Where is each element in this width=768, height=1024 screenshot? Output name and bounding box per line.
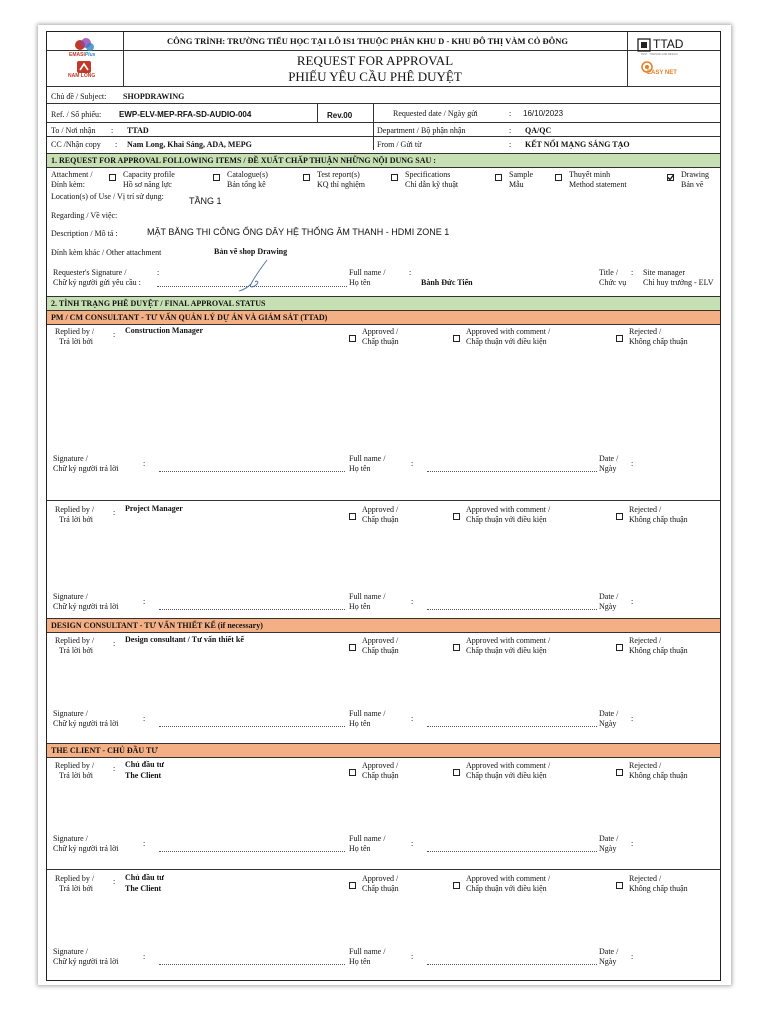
approved-with-comment-checkbox[interactable] bbox=[453, 335, 460, 342]
from-label: From / Gửi từ bbox=[377, 140, 422, 149]
date-label-vn: Ngày bbox=[599, 464, 617, 473]
date-label-vn: Ngày bbox=[599, 602, 617, 611]
ref-value: EWP-ELV-MEP-RFA-SD-AUDIO-004 bbox=[119, 110, 252, 119]
pm-consultant-header: PM / CM CONSULTANT - TƯ VẤN QUẢN LÝ DỰ ÁN VÀ GIÁM SÁT (TTAD) bbox=[47, 310, 720, 325]
requester-title-value-en: Site manager bbox=[643, 268, 685, 277]
ref-label: Ref. / Số phiếu bbox=[51, 110, 99, 119]
fullname-label-vn: Họ tên bbox=[349, 957, 371, 966]
description-value: MẶT BẰNG THI CÔNG ỐNG DÂY HỆ THỐNG ÂM THANH - HDMI ZONE 1 bbox=[147, 227, 450, 237]
attachment-label-en: Attachment / bbox=[51, 170, 93, 179]
description-label: Description / Mô tả : bbox=[51, 229, 118, 238]
requester-title-label-vn: Chức vụ bbox=[599, 278, 627, 287]
replied-by-label-en: Replied by / bbox=[55, 761, 95, 770]
test-report-checkbox[interactable] bbox=[303, 174, 310, 181]
fullname-line[interactable] bbox=[427, 609, 597, 610]
date-label-vn: Ngày bbox=[599, 719, 617, 728]
catalogue-checkbox[interactable] bbox=[213, 174, 220, 181]
fullname-line[interactable] bbox=[427, 964, 597, 965]
signature-label-en: Signature / bbox=[53, 834, 88, 843]
section1-title: 1. REQUEST FOR APPROVAL FOLLOWING ITEMS / ĐỀ XUẤT CHẤP THUẬN NHỮNG NỘI DUNG SAU : bbox=[51, 156, 436, 165]
approved-checkbox[interactable] bbox=[349, 335, 356, 342]
replied-by-value: Chủ đầu tư bbox=[125, 873, 165, 882]
requester-title-label-en: Title / bbox=[599, 268, 619, 277]
to-value: TTAD bbox=[127, 126, 149, 135]
namlong-logo-text: NAM LONG bbox=[68, 73, 96, 79]
approved-checkbox[interactable] bbox=[349, 513, 356, 520]
project-name: CÔNG TRÌNH: TRƯỜNG TIỂU HỌC TẠI LÔ IS1 THUỘC PHÂN KHU D - KHU ĐÔ THỊ VÀM CỎ ĐÔNG bbox=[167, 36, 568, 46]
replied-by-label-en: Replied by / bbox=[55, 505, 95, 514]
other-attachment-value: Bản vẽ shop Drawing bbox=[214, 247, 288, 256]
checkmark-icon bbox=[667, 174, 674, 181]
rejected-checkbox[interactable] bbox=[616, 769, 623, 776]
signature-label-en: Signature / bbox=[53, 709, 88, 718]
drawing-checkbox[interactable] bbox=[667, 174, 674, 181]
date-label-en: Date / bbox=[599, 709, 619, 718]
to-label: To / Nơi nhận bbox=[51, 126, 96, 135]
date-label-en: Date / bbox=[599, 592, 619, 601]
replied-by-label-vn: Trả lời bởi bbox=[59, 771, 93, 780]
signature-label-vn: Chữ ký người trả lời bbox=[53, 719, 119, 728]
signature-label-vn: Chữ ký người trả lời bbox=[53, 602, 119, 611]
signature-line[interactable] bbox=[159, 964, 345, 965]
signature-label-en: Signature / bbox=[53, 592, 88, 601]
approved-with-comment-checkbox[interactable] bbox=[453, 513, 460, 520]
easynet-logo-text: EASY NET bbox=[647, 70, 677, 76]
section2-header bbox=[47, 296, 720, 311]
rejected-checkbox[interactable] bbox=[616, 335, 623, 342]
requester-fullname-value: Bành Đức Tiến bbox=[421, 278, 473, 287]
cc-label: CC /Nhận copy bbox=[51, 140, 101, 149]
signature-label-vn: Chữ ký người trả lời bbox=[53, 844, 119, 853]
method-statement-checkbox[interactable] bbox=[555, 174, 562, 181]
approved-with-comment-checkbox[interactable] bbox=[453, 644, 460, 651]
signature-line[interactable] bbox=[159, 609, 345, 610]
replied-by-value: Design consultant / Tư vấn thiết kế bbox=[125, 635, 244, 644]
section1-header bbox=[47, 153, 720, 168]
approved-checkbox[interactable] bbox=[349, 769, 356, 776]
replied-by-value: Project Manager bbox=[125, 504, 183, 513]
fullname-label-vn: Họ tên bbox=[349, 844, 371, 853]
date-label-vn: Ngày bbox=[599, 844, 617, 853]
replied-by-label-vn: Trả lời bởi bbox=[59, 646, 93, 655]
signature-label-vn: Chữ ký người trả lời bbox=[53, 957, 119, 966]
location-value: TẦNG 1 bbox=[189, 196, 222, 206]
signature-label-en: Signature / bbox=[53, 947, 88, 956]
date-label-vn: Ngày bbox=[599, 957, 617, 966]
emasi-logo-text: EMASIPlus bbox=[69, 52, 96, 58]
signature-line[interactable] bbox=[159, 471, 345, 472]
replied-by-label-en: Replied by / bbox=[55, 327, 95, 336]
approved-with-comment-checkbox[interactable] bbox=[453, 882, 460, 889]
attachment-label-vn: Đính kèm: bbox=[51, 180, 85, 189]
specifications-checkbox[interactable] bbox=[391, 174, 398, 181]
fullname-label-en: Full name / bbox=[349, 454, 386, 463]
fullname-label-en: Full name / bbox=[349, 709, 386, 718]
section2-title: 2. TÌNH TRẠNG PHÊ DUYỆT / FINAL APPROVAL STATUS bbox=[51, 299, 266, 308]
replied-by-value: Chủ đầu tư bbox=[125, 760, 165, 769]
signature-line[interactable] bbox=[159, 851, 345, 852]
fullname-label-en: Full name / bbox=[349, 592, 386, 601]
fullname-label-vn: Họ tên bbox=[349, 464, 371, 473]
date-label-en: Date / bbox=[599, 947, 619, 956]
requester-title-value-vn: Chỉ huy trưởng - ELV bbox=[643, 278, 714, 287]
capacity-profile-checkbox[interactable] bbox=[109, 174, 116, 181]
requester-signature-label-vn: Chữ ký người gửi yêu cầu : bbox=[53, 278, 141, 287]
department-label: Department / Bộ phận nhận bbox=[377, 126, 466, 135]
from-value: KẾT NỐI MẠNG SÁNG TẠO bbox=[525, 140, 630, 149]
approved-checkbox[interactable] bbox=[349, 644, 356, 651]
signature-label-vn: Chữ ký người trả lời bbox=[53, 464, 119, 473]
fullname-label-vn: Họ tên bbox=[349, 602, 371, 611]
location-label: Location(s) of Use / Vị trí sử dụng: bbox=[51, 192, 164, 201]
signature-label-en: Signature / bbox=[53, 454, 88, 463]
regarding-label: Regarding / Về việc: bbox=[51, 211, 118, 220]
rejected-checkbox[interactable] bbox=[616, 513, 623, 520]
approved-with-comment-checkbox[interactable] bbox=[453, 769, 460, 776]
fullname-label-en: Full name / bbox=[349, 834, 386, 843]
document-page bbox=[38, 25, 731, 985]
replied-by-label-en: Replied by / bbox=[55, 874, 95, 883]
ttad-tagline: TEST · TRAINING AND DESIGN bbox=[641, 53, 678, 56]
replied-by-value-2: The Client bbox=[125, 771, 162, 780]
requested-date-value: 16/10/2023 bbox=[523, 109, 564, 118]
date-label-en: Date / bbox=[599, 834, 619, 843]
requester-signature-label-en: Requester's Signature / bbox=[53, 268, 127, 277]
subject-value: SHOPDRAWING bbox=[123, 92, 185, 101]
replied-by-label-en: Replied by / bbox=[55, 636, 95, 645]
subject-label: Chủ đề / Subject: bbox=[51, 92, 107, 101]
replied-by-label-vn: Trả lời bởi bbox=[59, 515, 93, 524]
fullname-line[interactable] bbox=[427, 726, 597, 727]
sample-checkbox[interactable] bbox=[495, 174, 502, 181]
date-label-en: Date / bbox=[599, 454, 619, 463]
replied-by-value-2: The Client bbox=[125, 884, 162, 893]
fullname-label-en: Full name / bbox=[349, 947, 386, 956]
cc-value: Nam Long, Khai Sáng, ADA, MEPG bbox=[127, 140, 252, 149]
fullname-line[interactable] bbox=[427, 851, 597, 852]
requester-fullname-label-en: Full name / bbox=[349, 268, 386, 277]
requester-fullname-label-vn: Họ tên bbox=[349, 278, 371, 287]
signature-line[interactable] bbox=[159, 726, 345, 727]
rejected-checkbox[interactable] bbox=[616, 882, 623, 889]
rev-value: Rev.00 bbox=[327, 111, 353, 120]
replied-by-value: Construction Manager bbox=[125, 326, 203, 335]
form-frame: CÔNG TRÌNH: TRƯỜNG TIỂU HỌC TẠI LÔ IS1 THUỘC PHÂN KHU D - KHU ĐÔ THỊ VÀM CỎ ĐÔNG REQUEST FOR APPROVAL PHIẾU YÊU CẦU PHÊ DUYỆT EMASIPlus NAM LONG TTAD TEST · TRAINING AND DESIGN EASY NET Chủ đề / Subject: SHOPDRAWING Ref. / Số phiếu : EWP-ELV-MEP-RFA-SD-AUDIO-004 Rev.00 Requested date / Ngày gửi : 16/10/2023 To / Nơi nhận : TTAD Department / Bộ phận nhận : QA/QC CC /Nhận copy : Nam Long, Khai Sáng, ADA, MEPG From / Gửi từ : KẾT NỐI MẠNG SÁNG TẠO 1. REQUEST FOR APPROVAL FOLLOWING ITEMS / ĐỀ XUẤT CHẤP THUẬN NHỮNG NỘI DUNG SAU : Attachment / Đính kèm: Capacity profile Hồ sơ năng lực Catalogue(s) Bản tổng kê Test report(s) KQ thí nghiệm Specifications Chỉ dẫn kỹ thuật Sample Mẫu Thuyết minh Method statement Drawing Bản vẽ Location(s) of Use / Vị trí sử dụng: TẦNG 1 Regarding / Về việc: Description / Mô tả : MẶT BẰNG THI CÔNG ỐNG DÂY HỆ THỐNG ÂM THANH - HDMI ZONE 1 Đính kèm khác / Other attachment Bản vẽ shop Drawing Requester's Signature / : Chữ ký người gửi yêu cầu : Full name / : Họ tên Bành Đức Tiến Title / : Chức vụ Site manager Chỉ huy trưởng - ELV 2. TÌNH TRẠNG PHÊ DUYỆT / FINAL APPROVAL STATUS PM / CM CONSULTANT - TƯ VẤN QUẢN LÝ DỰ ÁN VÀ GIÁM SÁT (TTAD) Replied by / Trả lời bởi : Construction Manager Approved / Chấp thuận Approved with comment / Chấp thuận với điều kiện Rejected / Không chấp thuận Signature / Chữ ký người trả lời : Full name / Họ tên : Date / Ngày : Replied by / Trả lời bởi : Project Manager Approved / Chấp thuận Approved with comment / Chấp thuận với điều kiện Rejected / Không chấp thuận Signature / Chữ ký người trả lời : Full name / Họ tên : Date / Ngày : Replied by / Trả lời bởi : Design consultant / Tư vấn thiết kế Approved / Chấp thuận Approved with comment / Chấp thuận với điều kiện Rejected / Không chấp thuận Signature / Chữ ký người trả lời : Full name / Họ tên : Date / Ngày : Replied by / Trả lời bởi : Chủ đầu tư The Client Approved / Chấp thuận Approved with comment / Chấp thuận với điều kiện Rejected / Không chấp thuận Signature / Chữ ký người trả lời : Full name / Họ tên : Date / Ngày : Replied by / Trả lời bởi : Chủ đầu tư The Client Approved / Chấp thuận Approved with comment / Chấp thuận với điều kiện Rejected / Không chấp thuận Signature / Chữ ký người trả lời : Full name / Họ tên : Date / Ngày : DESIGN CONSULTANT - TƯ VẤN THIẾT KẾ (if necessary) THE CLIENT - CHỦ ĐẦU TƯ bbox=[46, 31, 721, 981]
title-en: REQUEST FOR APPROVAL bbox=[296, 53, 454, 68]
fullname-line[interactable] bbox=[427, 471, 597, 472]
department-value: QA/QC bbox=[525, 126, 552, 135]
requested-date-label: Requested date / Ngày gửi bbox=[393, 109, 478, 118]
requester-signature bbox=[237, 258, 277, 299]
client-header: THE CLIENT - CHỦ ĐẦU TƯ bbox=[47, 743, 720, 758]
replied-by-label-vn: Trả lời bởi bbox=[59, 884, 93, 893]
rejected-checkbox[interactable] bbox=[616, 644, 623, 651]
design-consultant-header: DESIGN CONSULTANT - TƯ VẤN THIẾT KẾ (if necessary) bbox=[47, 618, 720, 633]
replied-by-label-vn: Trả lời bởi bbox=[59, 337, 93, 346]
other-attachment-label: Đính kèm khác / Other attachment bbox=[51, 248, 162, 257]
title-vn: PHIẾU YÊU CẦU PHÊ DUYỆT bbox=[288, 69, 462, 84]
approved-checkbox[interactable] bbox=[349, 882, 356, 889]
fullname-label-vn: Họ tên bbox=[349, 719, 371, 728]
ttad-logo-text: TTAD bbox=[653, 37, 684, 51]
